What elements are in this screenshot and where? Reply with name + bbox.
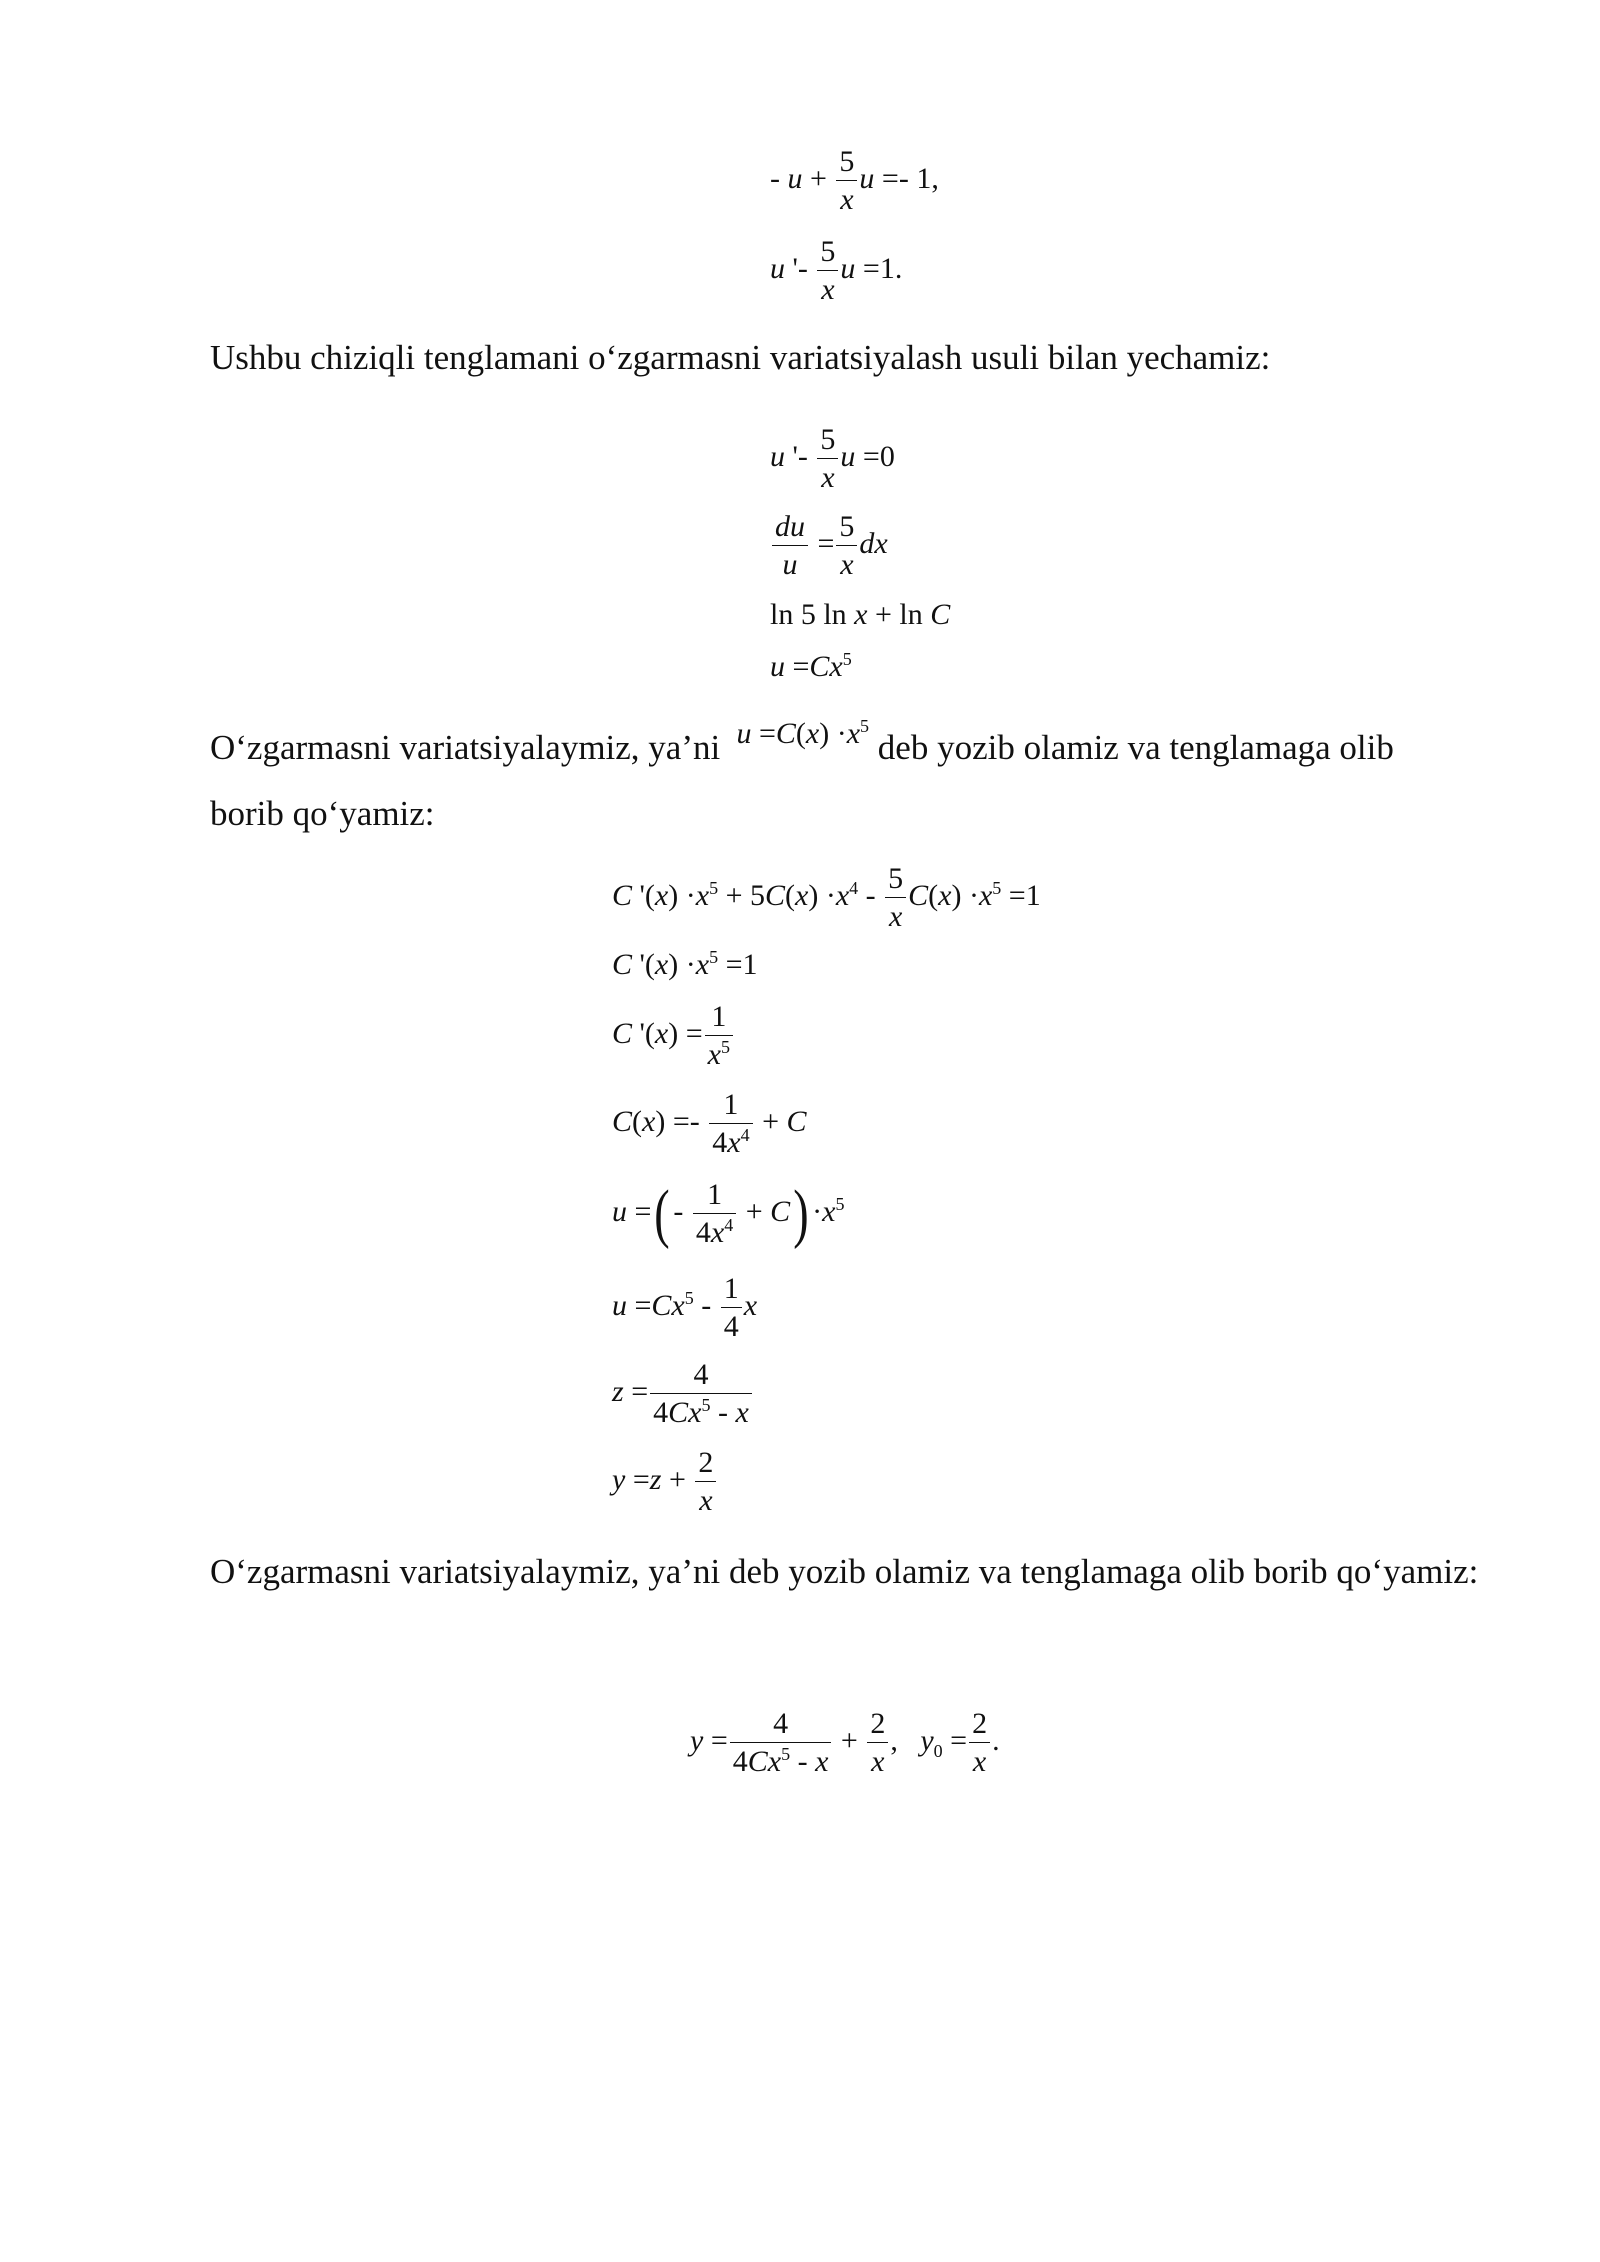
equation-y: y =z + $\frac{2}{x}$ — [612, 1446, 718, 1518]
equation-u-cx5: $u =Cx^5$ — [770, 649, 852, 683]
equation-cprime-x5: C '$(x) \cdot x^5 =1$ — [612, 947, 758, 981]
equation-separated: $\frac{du}{u}$ = $\frac{5}{x}$ dx — [770, 510, 888, 582]
paragraph-variation-line2: borib qo‘yamiz: — [210, 794, 435, 833]
equation-cprime: C '(x) = $\frac{1}{x^5}$ — [612, 1000, 735, 1072]
equation-2: u '- $\frac{5}{x}$ u =1. — [770, 235, 903, 306]
equation-log: ln 5 ln x + ln C — [770, 598, 951, 631]
paragraph-variation — [210, 716, 1500, 846]
paragraph-variation-end: deb yozib olamiz va tenglamaga olib — [877, 728, 1394, 767]
paragraph-method: Ushbu chiziqli tenglamani o‘zgarmasni variatsiyalash usuli bilan yechamiz: — [210, 338, 1271, 377]
equation-cx: C(x) =- $\frac{1}{4x^4}$ + C — [612, 1088, 807, 1159]
equation-final-solution: y = $\frac{4}{4Cx^5 - x}$ + $\frac{2}{x}$ , $y_0$ = $\frac{2}{x}$ . — [690, 1707, 1000, 1778]
equation-1: - u + $\frac{5}{x}$ u =- 1, — [770, 145, 939, 216]
equation-u-expanded: u =( - $\frac{1}{4x^4}$ + $C) \cdot x^5$ — [612, 1177, 845, 1250]
inline-equation: $u =C(x) \cdot x^5$ — [736, 716, 870, 750]
equation-substituted: C '$(x) \cdot x^5 + 5C(x) \cdot x^4$ - $\frac{5}{x}$ $C(x) \cdot x^5 =1$ — [612, 862, 1041, 933]
paragraph-variation-repeat: O‘zgarmasni variatsiyalaymiz, ya’ni deb yozib olamiz va tenglamaga olib borib qo‘yamiz: — [210, 1552, 1479, 1591]
equation-u-final: $u =Cx^5$ - $\frac{1}{4}$ x — [612, 1272, 758, 1343]
paragraph-variation-start: O‘zgarmasni variatsiyalaymiz, ya’ni — [210, 728, 721, 767]
equation-homogeneous: u '- $\frac{5}{x}$ u =0 — [770, 423, 895, 494]
equation-z: z = $\frac{4}{4Cx^5 - x}$ — [612, 1358, 754, 1430]
